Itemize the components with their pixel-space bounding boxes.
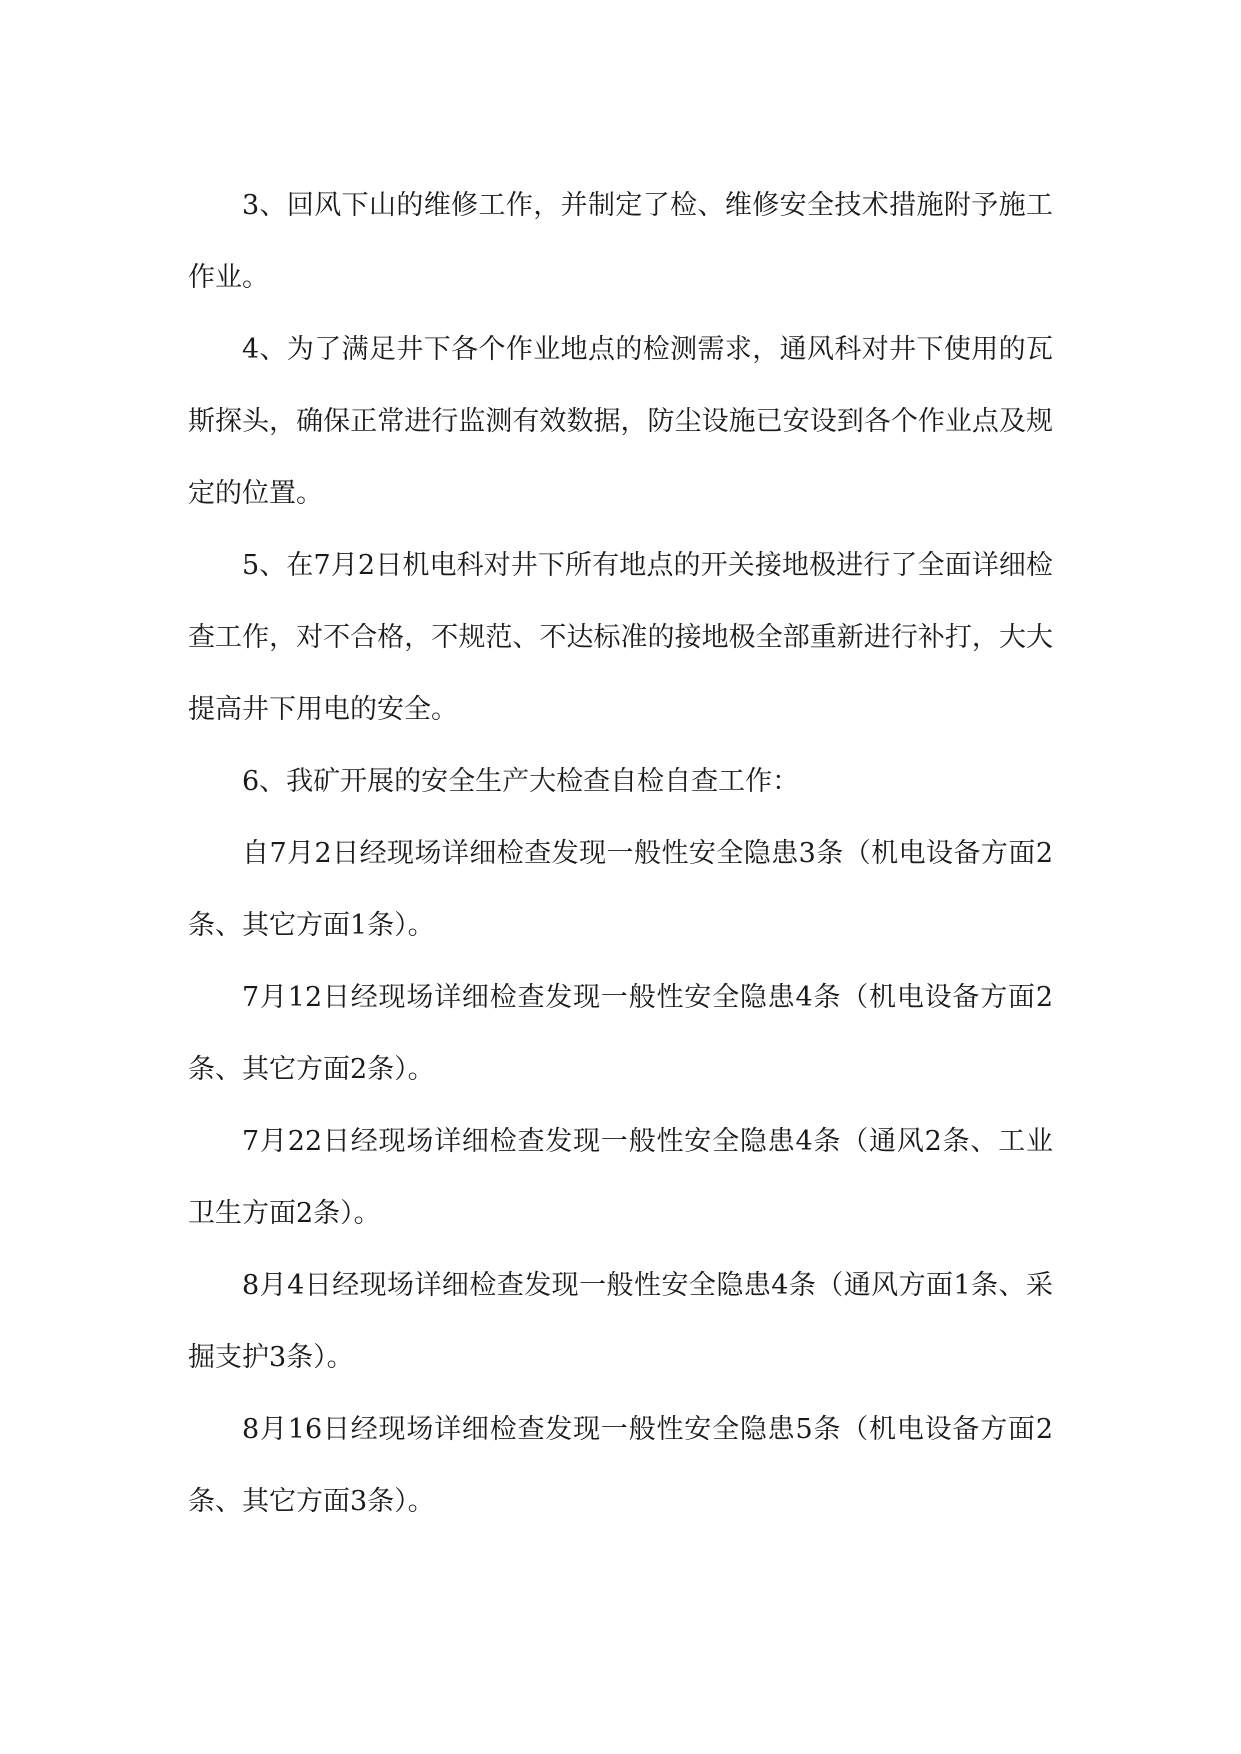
inspection-record-jul-2: 自7月2日经现场详细检查发现一般性安全隐患3条（机电设备方面2条、其它方面1条）。 — [188, 838, 1053, 941]
paragraph-item-3-maintenance: 3、回风下山的维修工作，并制定了检、维修安全技术措施附予施工作业。 — [188, 190, 1053, 293]
inspection-record-aug-4: 8月4日经现场详细检查发现一般性安全隐患4条（通风方面1条、采掘支护3条）。 — [188, 1270, 1053, 1373]
inspection-record-jul-22: 7月22日经现场详细检查发现一般性安全隐患4条（通风2条、工业卫生方面2条）。 — [188, 1126, 1053, 1229]
paragraph-item-5-grounding-check: 5、在7月2日机电科对井下所有地点的开关接地极进行了全面详细检查工作，对不合格，不规范、不达标准的接地极全部重新进行补打，大大提高井下用电的安全。 — [188, 550, 1053, 725]
inspection-record-jul-12: 7月12日经现场详细检查发现一般性安全隐患4条（机电设备方面2条、其它方面2条）。 — [188, 982, 1053, 1085]
paragraph-item-4-gas-monitoring: 4、为了满足井下各个作业地点的检测需求，通风科对井下使用的瓦斯探头，确保正常进行监测有效数据，防尘设施已安设到各个作业点及规定的位置。 — [188, 334, 1053, 509]
document-body — [188, 170, 1053, 1538]
paragraph-item-6-self-inspection: 6、我矿开展的安全生产大检查自检自查工作： — [242, 766, 800, 797]
inspection-record-aug-16: 8月16日经现场详细检查发现一般性安全隐患5条（机电设备方面2条、其它方面3条）。 — [188, 1414, 1053, 1517]
